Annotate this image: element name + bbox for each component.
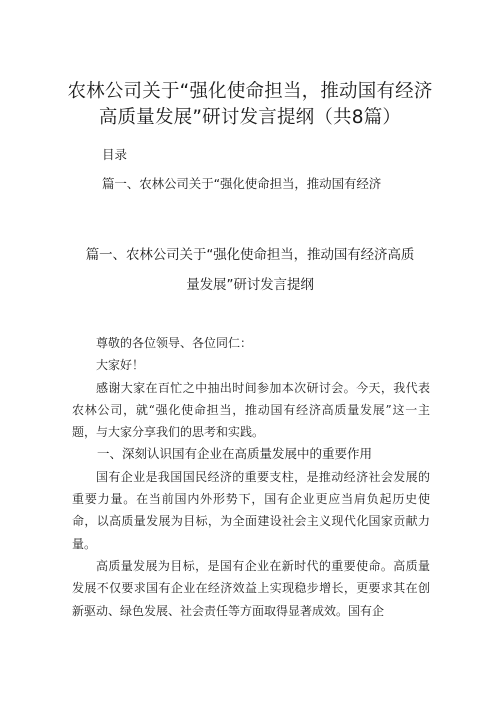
greeting: 大家好！ — [96, 358, 145, 373]
document-title-line-2: 高质量发展”研讨发言提纲（共8篇） — [98, 107, 402, 128]
salutation: 尊敬的各位领导、各位同仁： — [96, 336, 253, 350]
section-heading-1: 一、深刻认识国有企业在高质量发展中的重要作用 — [97, 446, 373, 462]
intro-paragraph: 感谢大家在百忙之中抽出时间参加本次研讨会。今天，我代表农林公司，就“强化使命担当，推动国有经济高质量发展”这一主题，与大家分享我们的思考和实践。 — [72, 380, 430, 440]
toc-label: 目录 — [102, 147, 128, 162]
body-paragraph-2: 高质量发展为目标，是国有企业在新时代的重要使命。高质量发展不仅要求国有企业在经济效益上实现稳步增长，更要求其在创新驱动、绿色发展、社会责任等方面取得显著成效。国有企 — [72, 558, 430, 618]
section-title-line-1: 篇一、农林公司关于“强化使命担当，推动国有经济高质 — [85, 247, 415, 263]
body-paragraph-1: 国有企业是我国国民经济的重要支柱，是推动经济社会发展的重要力量。在当前国内外形势下，国有企业更应当肩负起历史使命，以高质量发展为目标，为全面建设社会主义现代化国家贡献力量。 — [72, 469, 430, 551]
document-title-line-1: 农林公司关于“强化使命担当，推动国有经济 — [67, 81, 433, 102]
section-title-line-2: 量发展”研讨发言提纲 — [186, 277, 314, 293]
toc-item-1[interactable]: 篇一、农林公司关于“强化使命担当，推动国有经济 — [102, 176, 382, 191]
document-body — [72, 332, 430, 622]
